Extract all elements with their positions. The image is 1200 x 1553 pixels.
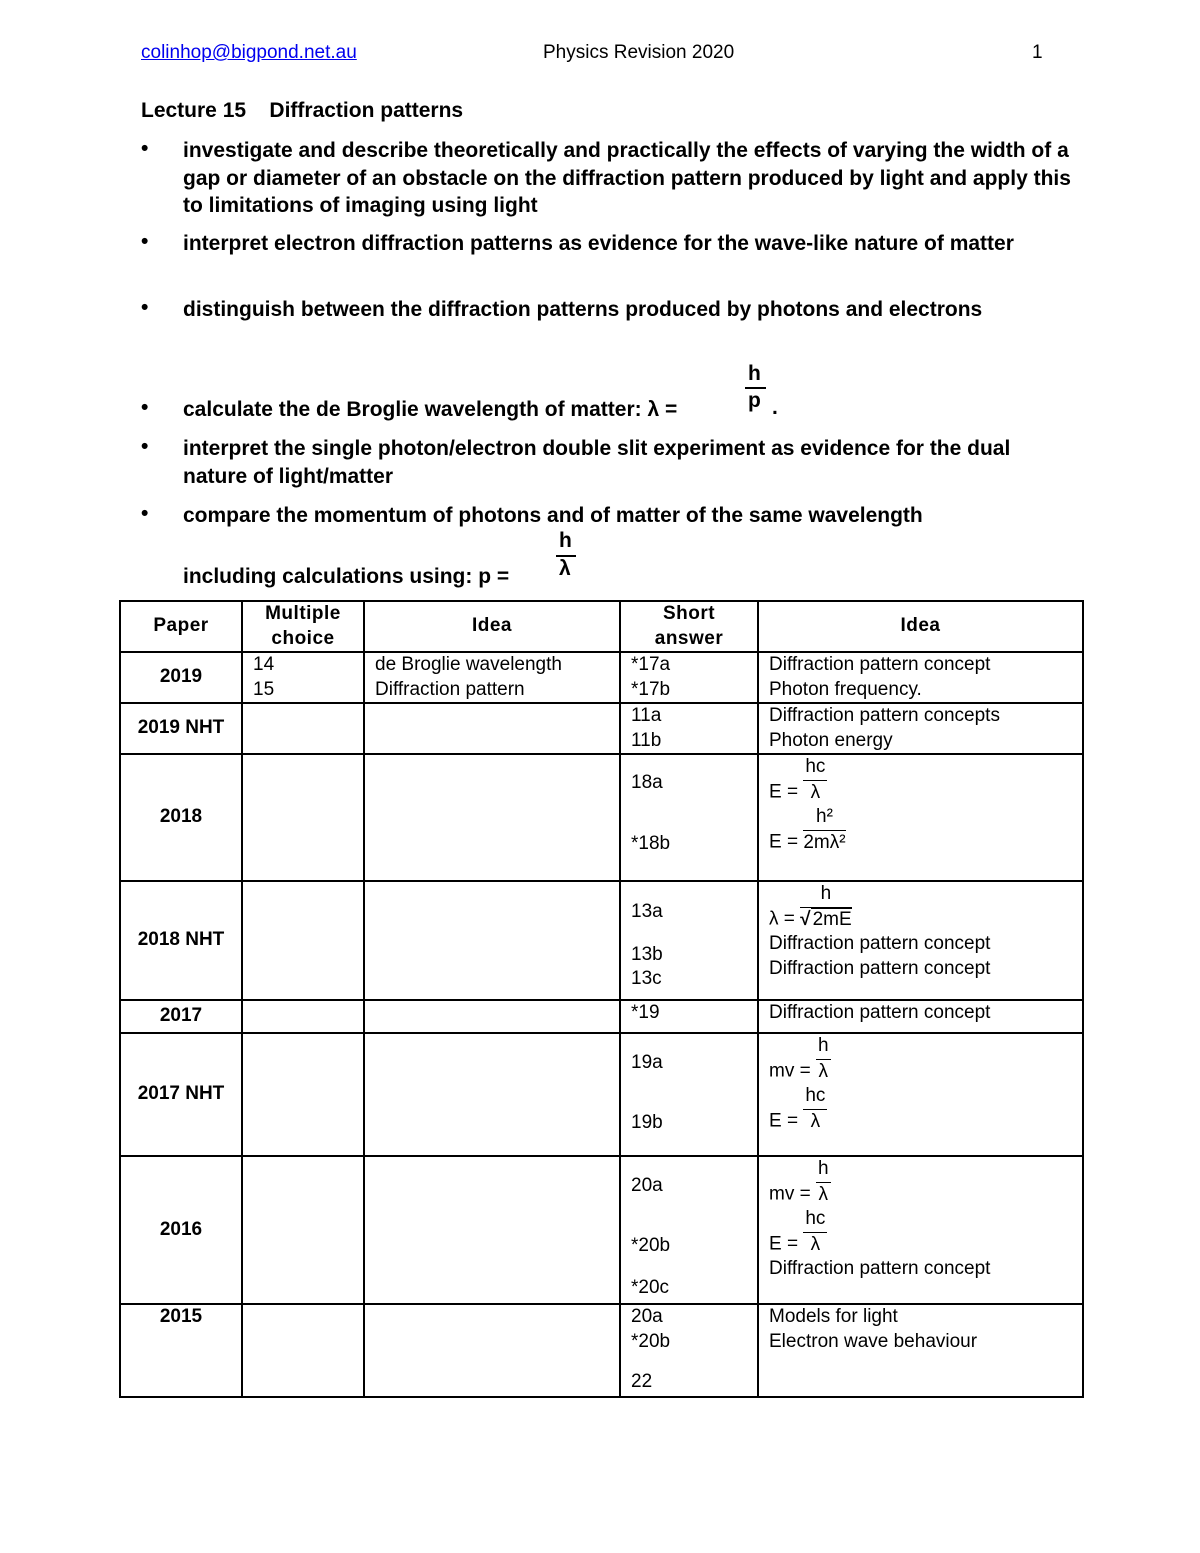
sa-cell — [620, 1000, 758, 1033]
mc-cell — [242, 652, 364, 703]
idea-sa-cell — [758, 652, 1083, 703]
fraction-suffix: . — [772, 396, 778, 419]
sa-question: 11a — [631, 705, 662, 726]
equation — [769, 882, 1072, 932]
equation — [769, 1207, 1072, 1257]
paper-cell: 2018 — [120, 754, 242, 881]
equation-lhs: mv = — [769, 1183, 811, 1205]
idea-mc-cell — [364, 1156, 620, 1304]
equation-radicand: 2mE — [812, 908, 852, 930]
equation-numerator: h — [800, 882, 852, 908]
idea-text: Diffraction pattern concept — [769, 1258, 991, 1279]
paper-cell: 2019 NHT — [120, 703, 242, 754]
mc-cell — [242, 1000, 364, 1033]
idea-text: Diffraction pattern concept — [769, 957, 991, 979]
fraction-denominator: p — [748, 389, 761, 412]
idea-text: Diffraction pattern — [375, 678, 525, 700]
lecture-number: Lecture 15 — [141, 99, 247, 122]
idea-text: Models for light — [769, 1306, 898, 1327]
equation-lhs: E = — [769, 1233, 799, 1255]
sa-question: *19 — [631, 1002, 660, 1023]
table-row — [120, 881, 1083, 1000]
header-mc-line2: choice — [271, 627, 335, 649]
idea-sa-cell — [758, 1033, 1083, 1156]
idea-text: Electron wave behaviour — [769, 1330, 978, 1352]
equation-numerator: hc — [803, 1084, 827, 1110]
exam-questions-table — [119, 600, 1084, 1398]
lecture-heading — [141, 99, 463, 123]
idea-mc-cell — [364, 1304, 620, 1397]
sa-cell — [620, 1304, 758, 1397]
sa-question: *17b — [631, 678, 671, 700]
mc-question: 15 — [253, 678, 275, 700]
bullet-icon: • — [141, 137, 149, 160]
equation-numerator: h — [816, 1034, 831, 1060]
fraction-numerator: h — [748, 362, 761, 385]
idea-sa-cell — [758, 881, 1083, 1000]
equation — [769, 1157, 1072, 1207]
equation — [769, 1084, 1072, 1134]
page-number: 1 — [1032, 42, 1043, 63]
equation-fraction — [803, 755, 827, 805]
sa-question: 18a — [631, 772, 663, 793]
idea-sa-cell — [758, 1156, 1083, 1304]
sa-cell — [620, 1033, 758, 1156]
sa-question: *20b — [631, 1330, 671, 1352]
bullet-icon: • — [141, 502, 149, 525]
paper-cell: 2019 — [120, 652, 242, 703]
objective-6: compare the momentum of photons and of matter of the same wavelength — [183, 504, 923, 527]
idea-text: Diffraction pattern concept — [769, 654, 991, 675]
sa-question: *20b — [631, 1234, 671, 1256]
equation-fraction — [803, 805, 845, 855]
table-row — [120, 1000, 1083, 1033]
equation-fraction — [803, 1207, 827, 1257]
mc-cell — [242, 703, 364, 754]
idea-sa-cell — [758, 754, 1083, 881]
sa-question: 20a — [631, 1306, 663, 1327]
table-row — [120, 703, 1083, 754]
sa-question: 19b — [631, 1111, 663, 1133]
sa-question: 13a — [631, 901, 663, 922]
equation-denominator: λ — [818, 1060, 829, 1082]
sa-question: 22 — [631, 1371, 653, 1392]
mc-cell — [242, 881, 364, 1000]
table-row — [120, 1156, 1083, 1304]
mc-question: 14 — [253, 654, 275, 675]
idea-sa-cell — [758, 703, 1083, 754]
table-row — [120, 1304, 1083, 1397]
equation-lhs: E = — [769, 1110, 799, 1132]
equation-denominator: λ — [810, 781, 821, 803]
mc-cell — [242, 1156, 364, 1304]
mc-cell — [242, 754, 364, 881]
header-sa-line1: Short — [662, 603, 716, 624]
bullet-icon: • — [141, 296, 149, 319]
header-idea-mc: Idea — [364, 601, 620, 652]
sa-question: 13c — [631, 968, 662, 989]
paper-cell: 2015 — [120, 1304, 242, 1397]
header-idea-sa: Idea — [758, 601, 1083, 652]
equation-fraction — [816, 1157, 831, 1207]
table-row — [120, 754, 1083, 881]
table-row — [120, 1033, 1083, 1156]
sa-question: 13b — [631, 943, 663, 965]
equation-lhs: E = — [769, 781, 799, 803]
sa-cell — [620, 652, 758, 703]
lecture-title: Diffraction patterns — [269, 99, 464, 122]
idea-sa-cell — [758, 1304, 1083, 1397]
sa-cell — [620, 1156, 758, 1304]
paper-cell: 2017 NHT — [120, 1033, 242, 1156]
idea-text: Diffraction pattern concept — [769, 1002, 991, 1023]
equation-denominator — [800, 908, 852, 933]
equation-denominator: λ — [810, 1110, 821, 1132]
table-header-row — [120, 601, 1083, 652]
objective-3: distinguish between the diffraction patterns produced by photons and electrons — [183, 298, 983, 321]
header-mc-line1: Multiple — [265, 603, 341, 624]
paper-cell: 2017 — [120, 1000, 242, 1033]
header-sa-line2: answer — [654, 627, 724, 649]
paper-cell: 2018 NHT — [120, 881, 242, 1000]
header-short-answer — [620, 601, 758, 652]
equation-lhs: mv = — [769, 1060, 811, 1082]
idea-mc-cell — [364, 703, 620, 754]
equation-denominator: λ — [818, 1183, 829, 1205]
idea-text: Diffraction pattern concept — [769, 933, 991, 954]
fraction-numerator: h — [559, 529, 572, 552]
idea-mc-cell — [364, 652, 620, 703]
equation — [769, 1034, 1072, 1084]
idea-text: Diffraction pattern concepts — [769, 705, 1000, 726]
objective-5: interpret the single photon/electron double slit experiment as evidence for the dual nature of light/matter — [183, 437, 1011, 488]
sa-question: *18b — [631, 832, 671, 854]
idea-mc-cell — [364, 1000, 620, 1033]
equation-denominator: 2mλ² — [803, 831, 846, 853]
idea-mc-cell — [364, 1033, 620, 1156]
objective-1: investigate and describe theoretically and practically the effects of varying the width of a gap or diameter of an obstacle on the diffraction pattern produced by light and apply this to limitations of imaging using light — [183, 139, 1071, 217]
equation-lhs: E = — [769, 831, 799, 853]
equation-numerator: hc — [803, 1207, 827, 1233]
bullet-icon: • — [141, 230, 149, 253]
author-email-link[interactable]: colinhop@bigpond.net.au — [141, 42, 357, 63]
idea-text: de Broglie wavelength — [375, 654, 562, 675]
equation — [769, 755, 1072, 805]
sa-question: *17a — [631, 654, 671, 675]
header-paper: Paper — [120, 601, 242, 652]
bullet-icon: • — [141, 435, 149, 458]
sa-cell — [620, 881, 758, 1000]
equation-numerator: h² — [803, 805, 845, 831]
objective-2: interpret electron diffraction patterns as evidence for the wave-like nature of matter — [183, 232, 1014, 255]
header-multiple-choice — [242, 601, 364, 652]
equation-fraction — [800, 882, 852, 932]
document-title: Physics Revision 2020 — [543, 42, 735, 63]
table-row — [120, 652, 1083, 703]
sa-question: *20c — [631, 1277, 670, 1298]
equation-numerator: hc — [803, 755, 827, 781]
equation-fraction — [816, 1034, 831, 1084]
sa-cell — [620, 703, 758, 754]
idea-mc-cell — [364, 754, 620, 881]
equation-lhs: λ = — [769, 908, 795, 930]
equation-numerator: h — [816, 1157, 831, 1183]
bullet-icon: • — [141, 396, 149, 419]
fraction-denominator: λ — [559, 557, 571, 580]
equation — [769, 805, 1072, 855]
mc-cell — [242, 1033, 364, 1156]
sa-question: 11b — [631, 729, 662, 751]
sqrt-icon: √ — [800, 908, 811, 930]
idea-text: Photon energy — [769, 729, 893, 751]
paper-cell: 2016 — [120, 1156, 242, 1304]
objective-6-line2: including calculations using: p = — [183, 565, 510, 588]
equation-denominator: λ — [810, 1233, 821, 1255]
sa-question: 19a — [631, 1052, 663, 1073]
sa-question: 20a — [631, 1175, 663, 1196]
idea-mc-cell — [364, 881, 620, 1000]
objective-4: calculate the de Broglie wavelength of matter: λ = — [183, 398, 678, 421]
equation-fraction — [803, 1084, 827, 1134]
idea-text: Photon frequency. — [769, 678, 922, 700]
idea-sa-cell — [758, 1000, 1083, 1033]
sa-cell — [620, 754, 758, 881]
mc-cell — [242, 1304, 364, 1397]
